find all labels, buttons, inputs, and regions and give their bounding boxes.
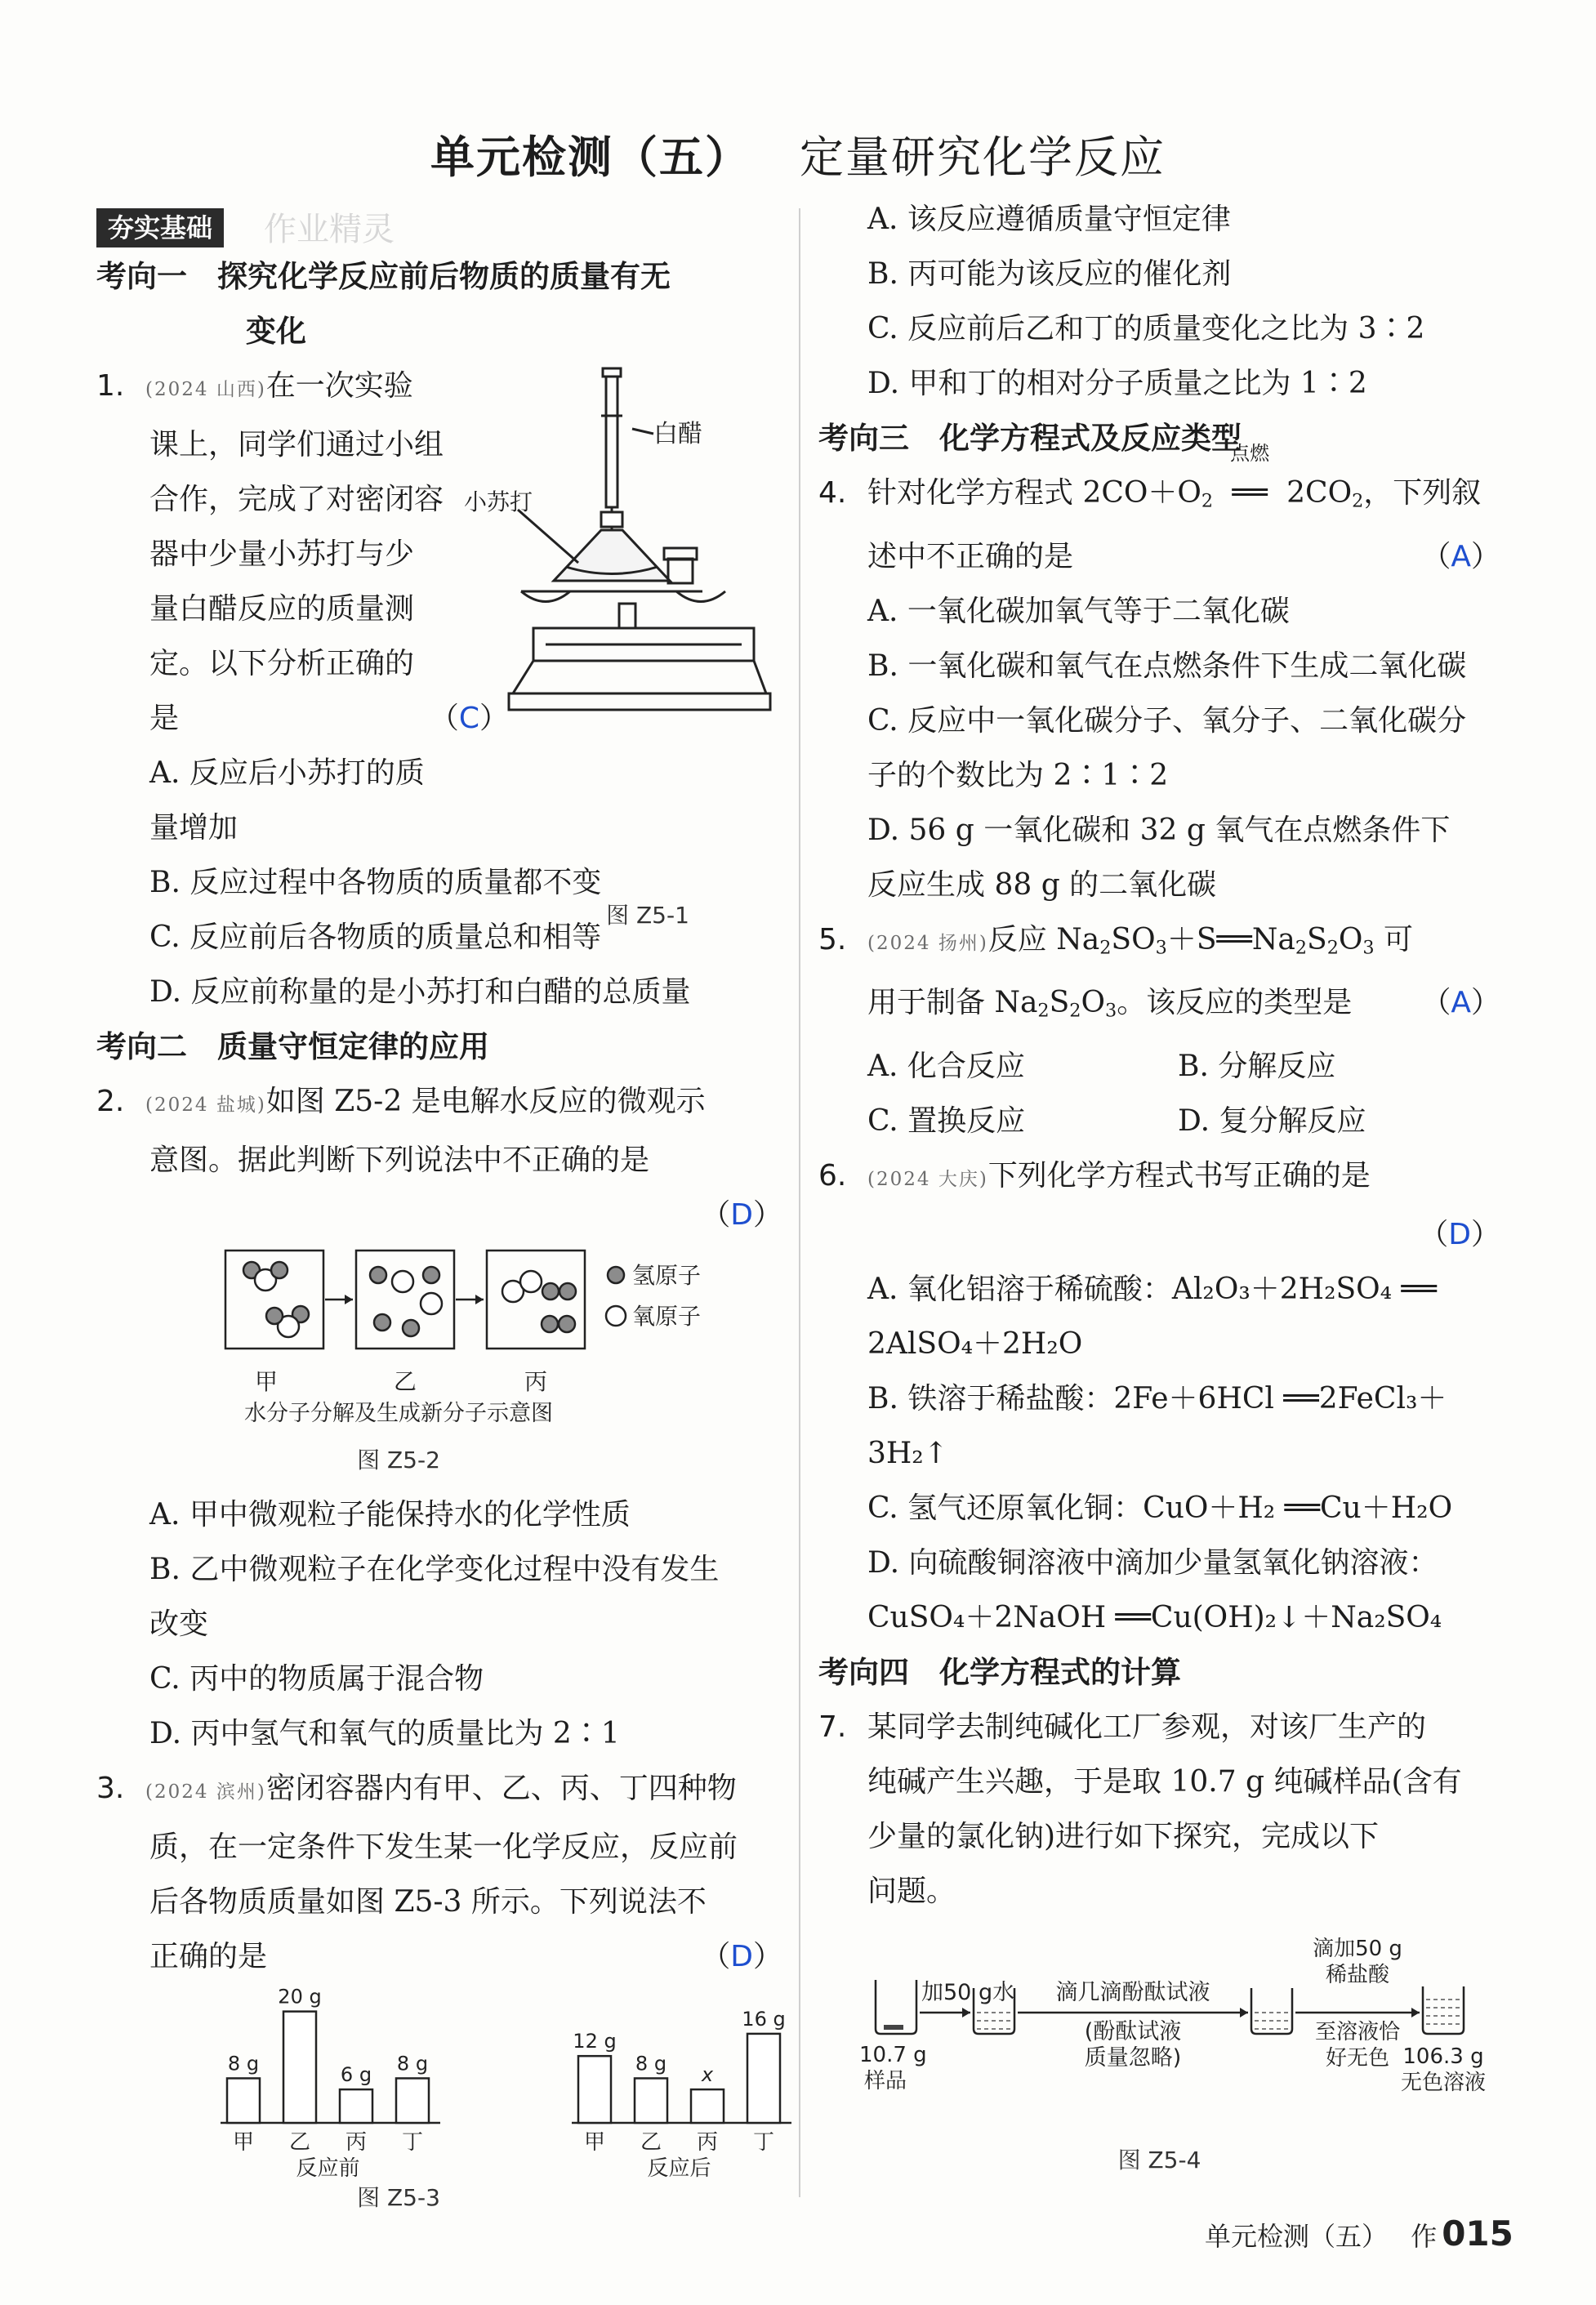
question-1: 1. (2024 山西)在一次实验 课上，同学们通过小组 合作，完成了对密闭容 器中少量小苏打与少 量白醋反应的质量测 定。以下分析正确的 是 （C） A. 反应后小苏打的质 量增加 B. 反应过程中各物质的质量都不变 C. 反应前后各物质的质量总和相等 D. 反应前称量的是小苏打和白醋的总质量 白醋 小苏打 图 Z5-1 [96,359,782,1019]
q3-option-c: C. 反应前后乙和丁的质量变化之比为 3∶2 [867,312,1425,346]
q6-option-d: CuSO₄＋2NaOH ══Cu(OH)₂↓＋Na₂SO₄ [867,1600,1442,1634]
q6-answer: D [1448,1217,1471,1251]
q5-text: 用于制备 Na [867,986,1038,1020]
q2-option-d: D. 丙中氢气和氧气的质量比为 2∶1 [149,1717,620,1750]
step2-label-b: (酚酞试液 [1084,2018,1182,2044]
q4-option-b: B. 一氧化碳和氧气在点燃条件下生成二氧化碳 [867,649,1467,683]
legend-oxygen: 氧原子 [632,1303,702,1330]
q3-option-d: D. 甲和丁的相对分子质量之比为 1∶2 [867,367,1367,400]
q5-text: ＋S [1166,922,1217,956]
q2-option-c: C. 丙中的物质属于混合物 [149,1662,484,1696]
fig2-caption: 图 Z5-2 [357,1447,440,1474]
q6-option-b: 3H₂↑ [867,1436,948,1470]
question-2: 2. (2024 盐城)如图 Z5-2 是电解水反应的微观示 意图。据此判断下列说法中不正确的是 （D） 氢原子 氧原子 甲 乙 丙 水分子分解及生成新分子示意图 图 Z5-2 A. 甲中微观粒子能保持水的化学性质 B. 乙中微观粒子在化学变化过程中没有发生 改变 C. 丙中的物质属于混合物 D. 丙中氢气和氧气的质量比为 2∶1 [96,1074,782,1761]
q2-option-a: A. 甲中微观粒子能保持水的化学性质 [149,1498,631,1531]
watermark: 作业精灵 [264,211,395,248]
question-7 [818,1700,1500,2175]
chart-0-bar-3 [396,2078,429,2123]
q2-answer: D [730,1198,753,1232]
q5-text: Na [1251,922,1295,956]
chart-1-data-label-1: 8 g [635,2052,667,2075]
q3-option-b: B. 丙可能为该反应的催化剂 [867,257,1232,291]
q4-option-a: A. 一氧化碳加氧气等于二氧化碳 [867,594,1290,628]
q1-text: 合作，完成了对密闭容 [149,483,444,516]
q1-option-a: 量增加 [149,811,239,845]
chart-1-bar-0 [578,2056,611,2123]
q3-text: 质，在一定条件下发生某一化学反应，反应前 [149,1830,738,1864]
experiment-flow-diagram [818,1931,1500,2135]
q1-text: 器中少量小苏打与少 [149,537,415,571]
q4-number: 4. [818,476,847,510]
result-mass: 106.3 g [1402,2044,1484,2069]
q4-text: 2CO [1286,476,1353,510]
q1-option-c: C. 反应前后各物质的质量总和相等 [149,921,602,954]
chart-0-data-label-3: 8 g [396,2052,429,2075]
q7-text: 少量的氯化钠)进行如下探究，完成以下 [867,1819,1380,1853]
chart-1-category-2: 丙 [696,2130,719,2155]
q1-option-a: A. 反应后小苏打的质 [149,756,425,790]
fig4-caption: 图 Z5-4 [1117,2146,1201,2173]
page-footer [1205,2214,1514,2254]
chart-0-category-1: 乙 [288,2130,311,2155]
q6-option-d: D. 向硫酸铜溶液中滴加少量氢氧化钠溶液： [867,1545,1438,1580]
q1-text: 是 [149,702,180,735]
step3-label-a: 滴加50 g [1313,1936,1402,1961]
chart-0-data-label-2: 6 g [340,2063,372,2087]
step2-label-c: 质量忽略) [1084,2044,1182,2071]
chart-1-category-1: 乙 [640,2130,662,2155]
footer-mark: 作 [1411,2221,1438,2252]
q4-answer: A [1451,539,1471,573]
mass-bar-charts [96,1984,786,2181]
q3-answer: D [730,1940,753,1973]
section-tag: 夯实基础 [96,208,224,247]
section-1-heading-a: 考向一 探究化学反应前后物质的质量有无 [96,259,671,294]
q5-text: O [1081,986,1106,1020]
fig1-caption: 图 Z5-1 [606,902,689,929]
q1-source: (2024 山西) [145,379,266,400]
q4-text: 针对化学方程式 2CO＋O [867,476,1201,510]
q5-text: O [1338,922,1363,956]
q4-option-c: 子的个数比为 2∶1∶2 [867,758,1169,792]
q6-text: 下列化学方程式书写正确的是 [987,1158,1371,1193]
q7-text: 纯碱产生兴趣，于是取 10.7 g 纯碱样品(含有 [867,1764,1462,1799]
figure-z5-2 [96,1242,782,1487]
q3-option-a: A. 该反应遵循质量守恒定律 [867,203,1231,236]
q5-number: 5. [818,922,847,956]
chart-1-category-0: 甲 [583,2130,606,2155]
q1-text: 课上，同学们通过小组 [149,428,444,461]
chart-0-bar-1 [283,2012,316,2123]
q5-option-d: D. 复分解反应 [1178,1103,1366,1138]
q1-option-b: B. 反应过程中各物质的质量都不变 [149,866,602,899]
step3-label-c: 至溶液恰 [1314,2019,1401,2044]
q5-answer: A [1451,986,1471,1020]
q1-number: 1. [96,369,125,403]
chart-1-bar-2 [691,2089,724,2123]
question-5: 5. (2024 扬州)反应 Na2SO3＋S══Na2S2O3 可 用于制备 Na2S2O3。该反应的类型是 （A） A. 化合反应 B. 分解反应 C. 置换反应 D. 复分解反应 [818,912,1500,1148]
figure-z5-3 [96,1984,786,2221]
question-4: 4. 针对化学方程式 2CO＋O2 点燃 ══ 2CO2，下列叙 述中不正确的是 （A） A. 一氧化碳加氧气等于二氧化碳 B. 一氧化碳和氧气在点燃条件下生成二氧化碳 C. 反应中一氧化碳分子、氧分子、二氧化碳分 子的个数比为 2∶1∶2 D. 56 g 一氧化碳和 32 g 氧气在点燃条件下 反应生成 88 g 的二氧化碳 [818,466,1500,912]
chart-0-bar-0 [227,2078,260,2123]
q5-text: S [1307,922,1327,956]
q6-option-a: A. 氧化铝溶于稀硫酸：Al₂O₃＋2H₂SO₄ ══ [867,1272,1437,1306]
q5-text: S [1049,986,1070,1020]
chart-1-category-3: 丁 [752,2130,775,2155]
q3-text: 后各物质质量如图 Z5-3 所示。下列说法不 [149,1885,707,1919]
q6-number: 6. [818,1158,847,1193]
chart-0-category-3: 丁 [401,2130,424,2155]
box-label-yi: 乙 [393,1368,417,1395]
page-title [0,123,1596,185]
q3-number: 3. [96,1772,125,1805]
q4-option-d: D. 56 g 一氧化碳和 32 g 氧气在点燃条件下 [867,813,1451,847]
q5-option-a: A. 化合反应 [867,1049,1025,1083]
chart-1-data-label-0: 12 g [573,2030,617,2053]
q3-text: 密闭容器内有甲、乙、丙、丁四种物 [265,1772,737,1805]
q1-text: 定。以下分析正确的 [149,647,415,680]
chart-0-data-label-1: 20 g [278,1985,322,2009]
q6-option-b: B. 铁溶于稀盐酸：2Fe＋6HCl ══2FeCl₃＋ [867,1381,1447,1416]
chart-1-bar-3 [747,2034,780,2123]
balance-figure [464,367,791,742]
chart-1-title: 反应后 [647,2156,711,2181]
q7-number: 7. [818,1710,847,1744]
chart-1-bar-1 [635,2078,667,2123]
fig3-caption: 图 Z5-3 [357,2184,440,2211]
chart-0-bar-2 [340,2089,372,2123]
q5-source: (2024 扬州) [867,932,988,954]
q1-text: 在一次实验 [265,369,413,403]
box-label-jia: 甲 [254,1368,279,1395]
section-1-heading-b: 变化 [246,314,306,349]
q4-text: ，下列叙 [1363,476,1482,510]
result-label: 无色溶液 [1400,2070,1487,2095]
q2-option-b: B. 乙中微观粒子在化学变化过程中没有发生 [149,1553,720,1586]
question-6: 6. (2024 大庆)下列化学方程式书写正确的是 （D） A. 氧化铝溶于稀硫酸：Al₂O₃＋2H₂SO₄ ══ 2AlSO₄＋2H₂O B. 铁溶于稀盐酸：2Fe＋6HCl ══2FeCl₃＋ 3H₂↑ C. 氢气还原氧化铜：CuO＋H₂ ══Cu＋H₂O D. 向硫酸铜溶液中滴加少量氢氧化钠溶液： CuSO₄＋2NaOH ══Cu(OH)₂↓＋Na₂SO₄ [818,1148,1500,1645]
column-divider [799,208,800,2197]
chart-0-data-label-0: 8 g [227,2052,260,2075]
legend-hydrogen: 氢原子 [632,1262,702,1289]
q4-option-d: 反应生成 88 g 的二氧化碳 [867,867,1217,902]
chart-0-category-2: 丙 [345,2130,368,2155]
q5-option-b: B. 分解反应 [1178,1049,1336,1083]
q5-text: 可 [1374,922,1414,956]
sample-mass: 10.7 g [859,2042,927,2067]
q2-number: 2. [96,1085,125,1118]
footer-label: 单元检测（五） [1205,2221,1389,2252]
step3-label-b: 稀盐酸 [1325,1962,1390,1987]
fig1-label-soda: 小苏打 [464,488,533,515]
q1-text: 量白醋反应的质量测 [149,592,415,626]
chart-0-category-0: 甲 [232,2130,255,2155]
q3-source: (2024 滨州) [145,1781,266,1803]
q7-text: 问题。 [867,1874,956,1908]
page-number: 015 [1442,2214,1514,2254]
q4-text: 述中不正确的是 [867,539,1074,573]
sample-label: 样品 [864,2068,907,2093]
q6-option-a: 2AlSO₄＋2H₂O [867,1326,1083,1361]
section-2-heading: 考向二 质量守恒定律的应用 [96,1029,489,1064]
q7-text: 某同学去制纯碱化工厂参观，对该厂生产的 [867,1710,1427,1744]
chart-0-title: 反应前 [296,2156,360,2181]
q5-text: 。该反应的类型是 [1117,986,1353,1020]
q5-option-c: C. 置换反应 [867,1103,1026,1138]
q2-text: 意图。据此判断下列说法中不正确的是 [149,1144,650,1177]
q2-source: (2024 盐城) [145,1095,266,1116]
q1-option-d: D. 反应前称量的是小苏打和白醋的总质量 [149,975,691,1009]
title-sub: 定量研究化学反应 [800,132,1166,183]
fig1-label-vinegar: 白醋 [653,420,702,448]
q4-option-c: C. 反应中一氧化碳分子、氧分子、二氧化碳分 [867,703,1467,738]
q3-text: 正确的是 [149,1940,268,1973]
q5-text: SO [1111,922,1156,956]
section-3-heading: 考向三 化学方程式及反应类型 [818,421,1242,456]
step3-label-d: 好无色 [1325,2045,1390,2071]
step1-label: 加50 g水 [921,1979,1015,2005]
chart-1-data-label-2: x [701,2063,714,2087]
question-3: 3. (2024 滨州)密闭容器内有甲、乙、丙、丁四种物 质，在一定条件下发生某一化学反应，反应前 后各物质质量如图 Z5-3 所示。下列说法不 正确的是 （D） 8 g 甲 20 g 乙 6 g 丙 8 g 丁 反应前 12 g 甲 8 g 乙 x 丙 16 g 丁 反应后 图 Z5-3 [96,1761,782,2221]
right-column [818,203,1500,2175]
box-label-bing: 丙 [524,1368,548,1395]
q4-condition: 点燃 [1230,442,1270,465]
q5-text: 反应 Na [987,922,1100,956]
q1-answer: C [458,702,479,735]
q6-option-c: C. 氢气还原氧化铜：CuO＋H₂ ══Cu＋H₂O [867,1491,1453,1525]
step2-label-a: 滴几滴酚酞试液 [1055,1979,1210,2005]
chart-1-data-label-3: 16 g [742,2007,786,2031]
section-4-heading: 考向四 化学方程式的计算 [818,1654,1181,1690]
left-column [96,208,786,2221]
q6-source: (2024 大庆) [867,1168,988,1190]
title-main: 单元检测（五） [430,132,751,183]
fig2-subtitle: 水分子分解及生成新分子示意图 [244,1401,553,1426]
electrolysis-diagram [96,1242,782,1430]
q2-text: 如图 Z5-2 是电解水反应的微观示 [265,1085,706,1118]
q2-option-b: 改变 [149,1607,209,1641]
